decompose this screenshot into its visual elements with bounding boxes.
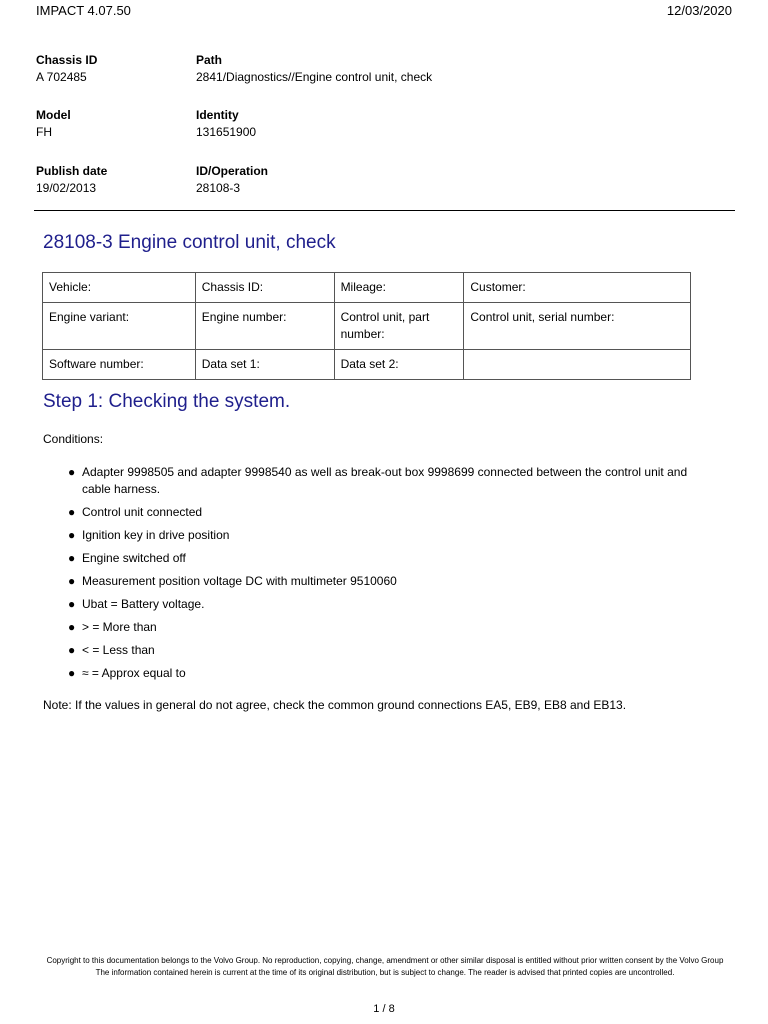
operation-label: ID/Operation	[196, 164, 269, 178]
conditions-label: Conditions:	[43, 432, 104, 446]
table-cell: Engine number:	[195, 303, 334, 350]
list-item	[68, 527, 718, 544]
disclaimer-line: The information contained herein is current at the time of its original distribution, but is subject to change. The reader is advised that printed copies are uncontrolled.	[95, 968, 675, 977]
list-item	[68, 642, 718, 659]
note-text: Note: If the values in general do not agree, check the common ground connections EA5, EB9, EB8 and EB13.	[43, 698, 627, 712]
header-divider	[34, 210, 735, 211]
table-cell: Engine variant:	[43, 303, 196, 350]
model-value: FH	[36, 125, 52, 139]
table-cell: Vehicle:	[43, 273, 196, 303]
page-title: 28108-3 Engine control unit, check	[43, 232, 336, 253]
list-item-text: < = Less than	[82, 643, 155, 657]
bullet-icon: ●	[68, 666, 76, 680]
table-row	[43, 303, 691, 350]
bullet-icon: ●	[68, 505, 76, 519]
conditions-list	[68, 464, 718, 688]
operation-value: 28108-3	[196, 181, 241, 195]
list-item-text: Engine switched off	[82, 551, 186, 565]
bullet-icon: ●	[68, 551, 76, 565]
list-item-text: > = More than	[82, 620, 157, 634]
model-label: Model	[36, 108, 71, 122]
publish-date-label: Publish date	[36, 164, 108, 178]
chassis-id-value: A 702485	[36, 70, 87, 84]
copyright-line: Copyright to this documentation belongs to the Volvo Group. No reproduction, copying, change, amendment or other similar disposal is entitled without prior written consent by the Volvo Group	[46, 956, 724, 965]
path-value: 2841/Diagnostics//Engine control unit, check	[196, 70, 433, 84]
list-item	[68, 573, 718, 590]
path-label: Path	[196, 53, 223, 67]
table-cell: Software number:	[43, 350, 196, 380]
table-cell: Data set 1:	[195, 350, 334, 380]
table-cell: Control unit, serial number:	[464, 303, 691, 350]
list-item-text: Ignition key in drive position	[82, 528, 230, 542]
list-item-text: Control unit connected	[82, 505, 203, 519]
bullet-icon: ●	[68, 643, 76, 657]
list-item	[68, 464, 718, 498]
identity-label: Identity	[196, 108, 239, 122]
identity-value: 131651900	[196, 125, 257, 139]
bullet-icon: ●	[68, 597, 76, 611]
table-cell: Customer:	[464, 273, 691, 303]
page-number: 1 / 8	[373, 1003, 395, 1015]
table-cell: Data set 2:	[334, 350, 464, 380]
bullet-icon: ●	[68, 574, 76, 588]
bullet-icon: ●	[68, 465, 76, 479]
step-heading: Step 1: Checking the system.	[43, 391, 291, 412]
bullet-icon: ●	[68, 528, 76, 542]
app-version: IMPACT 4.07.50	[36, 3, 131, 18]
list-item	[68, 665, 718, 682]
table-cell: Mileage:	[334, 273, 464, 303]
vehicle-info-table	[42, 272, 691, 380]
list-item	[68, 504, 718, 521]
list-item-text: Adapter 9998505 and adapter 9998540 as well as break-out box 9998699 connected between the control unit and cable harness.	[82, 465, 688, 496]
copyright-footer	[30, 955, 740, 979]
table-cell	[464, 350, 691, 380]
list-item	[68, 550, 718, 567]
bullet-icon: ●	[68, 620, 76, 634]
chassis-id-label: Chassis ID	[36, 53, 98, 67]
list-item-text: Ubat = Battery voltage.	[82, 597, 205, 611]
list-item	[68, 596, 718, 613]
table-row	[43, 273, 691, 303]
print-date: 12/03/2020	[666, 3, 732, 18]
table-cell: Chassis ID:	[195, 273, 334, 303]
table-row	[43, 350, 691, 380]
publish-date-value: 19/02/2013	[36, 181, 97, 195]
table-cell: Control unit, part number:	[334, 303, 464, 350]
list-item	[68, 619, 718, 636]
list-item-text: Measurement position voltage DC with multimeter 9510060	[82, 574, 397, 588]
list-item-text: ≈ = Approx equal to	[82, 666, 186, 680]
